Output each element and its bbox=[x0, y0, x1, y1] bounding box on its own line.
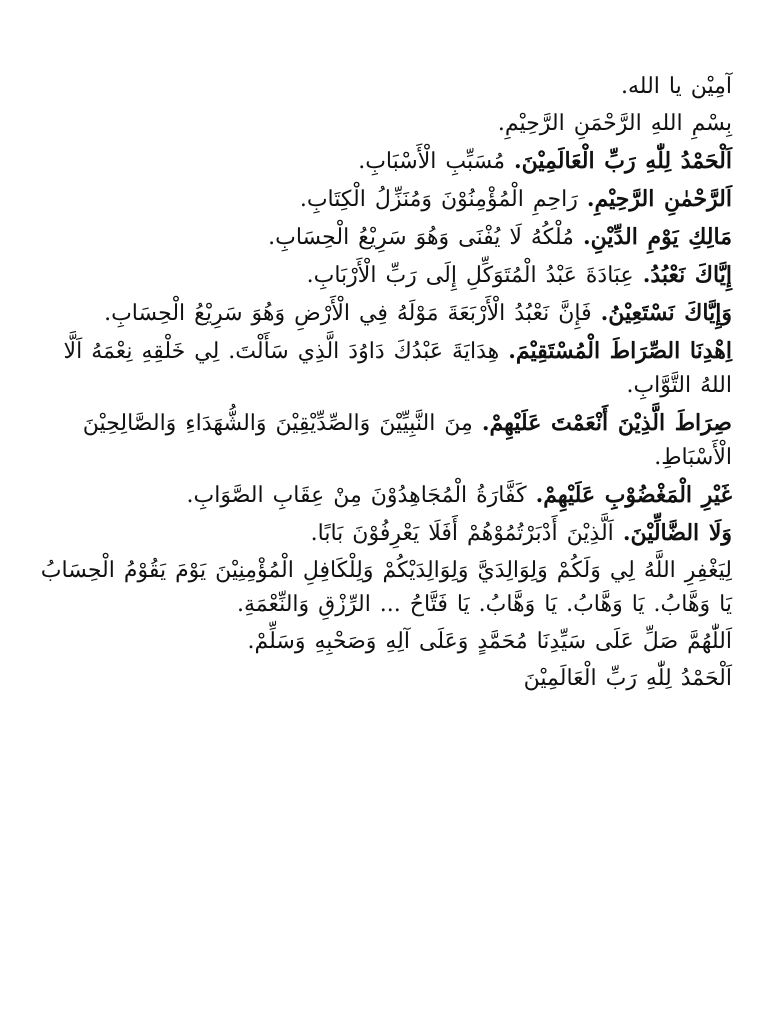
amin-line bbox=[24, 70, 732, 107]
verse-text-waladdallin: وَلَا الضَّالِّيْنَ. bbox=[622, 520, 732, 546]
dua-text: لِيَغْفِرِ اللَّهُ لِي وَلَكُمْ وَلِوَالِدَيَّ وَلِوَالِدَيْكُمْ وَلِلْكَافِلِ الْمُؤْمِنِيْنَ يَوْمَ يَقُوْمُ الْحِسَابُ يَا وَهَّابُ. يَا وَهَّابُ. يَا وَهَّابُ. يَا فَتَّاحُ ... الرِّزْقِ وَالنِّعْمَةِ. bbox=[40, 558, 732, 617]
gloss-text-iyyaka-nastain: فَإِنَّ نَعْبُدُ الْأَرْبَعَةَ مَوْلَهُ فِي الْأَرْضِ وَهُوَ سَرِيْعُ الْحِسَابِ. bbox=[104, 301, 592, 326]
gloss-text-rahman: رَاحِمِ الْمُؤْمِنُوْنَ وَمُنَزِّلُ الْكِتَابِ. bbox=[299, 187, 578, 212]
document-page bbox=[24, 70, 732, 699]
verse-text-ihdina: اِهْدِنَا الصِّرَاطَ الْمُسْتَقِيْمَ. bbox=[508, 338, 732, 364]
salawat-text: اَللّٰهُمَّ صَلِّ عَلَى سَيِّدِنَا مُحَمَّدٍ وَعَلَى آلِهِ وَصَحْبِهِ وَسَلِّمْ. bbox=[247, 629, 732, 654]
verse-text-rahman: اَلرَّحْمٰنِ الرَّحِيْمِ. bbox=[586, 186, 732, 212]
verse-text-iyyaka-nastain: وَإِيَّاكَ نَسْتَعِيْنُ. bbox=[600, 300, 732, 326]
verse-line-rahman bbox=[24, 182, 732, 220]
dua-line bbox=[24, 554, 732, 625]
gloss-text-ihdina: هِدَايَةَ عَبْدُكَ دَاوُدَ الَّذِي سَأَلْتَ. لِي خَلْقِهِ نِعْمَهُ اَلَّا اللهُ التَّوَّابِ. bbox=[63, 339, 732, 398]
verse-line-iyyaka-nabudu bbox=[24, 258, 732, 296]
amin-text: آمِيْن يا الله. bbox=[621, 74, 732, 99]
closing-line bbox=[24, 662, 732, 699]
basmala-line bbox=[24, 107, 732, 144]
verse-line-ihdina bbox=[24, 334, 732, 406]
verse-line-waladdallin bbox=[24, 516, 732, 554]
verse-text-ghairil: غَيْرِ الْمَغْضُوْبِ عَلَيْهِمْ. bbox=[535, 482, 732, 508]
verse-line-iyyaka-nastain bbox=[24, 296, 732, 334]
verse-line-ghairil bbox=[24, 478, 732, 516]
gloss-text-iyyaka-nabudu: عِبَادَةَ عَبْدُ الْمُتَوَكِّلِ إِلَى رَبِّ الْأَرْبَابِ. bbox=[306, 263, 634, 288]
closing-text: اَلْحَمْدُ لِلّٰهِ رَبِّ الْعَالَمِيْنَ bbox=[523, 666, 732, 691]
verse-text-alhamd: اَلْحَمْدُ لِلّٰهِ رَبِّ الْعَالَمِيْنَ. bbox=[514, 148, 732, 174]
gloss-text-alhamd: مُسَبِّبِ الْأَسْبَابِ. bbox=[358, 149, 506, 174]
salawat-line bbox=[24, 625, 732, 662]
verse-text-iyyaka-nabudu: إِيَّاكَ نَعْبُدُ. bbox=[642, 262, 732, 288]
verse-text-malik: مَالِكِ يَوْمِ الدِّيْنِ. bbox=[582, 224, 732, 250]
verse-line-alhamd bbox=[24, 144, 732, 182]
gloss-text-malik: مُلْكُهُ لَا يُفْنَى وَهُوَ سَرِيْعُ الْحِسَابِ. bbox=[268, 225, 574, 250]
gloss-text-ghairil: كَفَّارَةُ الْمُجَاهِدُوْنَ مِنْ عِقَابِ الصَّوَابِ. bbox=[186, 483, 527, 508]
gloss-text-sirat: مِنَ النَّبِيِّيْنَ وَالصِّدِّيْقِيْنَ وَالشُّهَدَاءِ وَالصَّالِحِيْنَ الْأَسْبَاطِ. bbox=[82, 411, 732, 470]
verse-line-sirat bbox=[24, 406, 732, 478]
verse-line-malik bbox=[24, 220, 732, 258]
gloss-text-waladdallin: اَلَّذِيْنَ أَدْبَرْتُمُوْهُمْ أَفَلَا يَعْرِفُوْنَ بَابًا. bbox=[310, 521, 614, 546]
basmala-text: بِسْمِ اللهِ الرَّحْمَنِ الرَّحِيْمِ. bbox=[497, 111, 732, 136]
verse-text-sirat: صِرَاطَ الَّذِيْنَ أَنْعَمْتَ عَلَيْهِمْ. bbox=[481, 410, 732, 436]
